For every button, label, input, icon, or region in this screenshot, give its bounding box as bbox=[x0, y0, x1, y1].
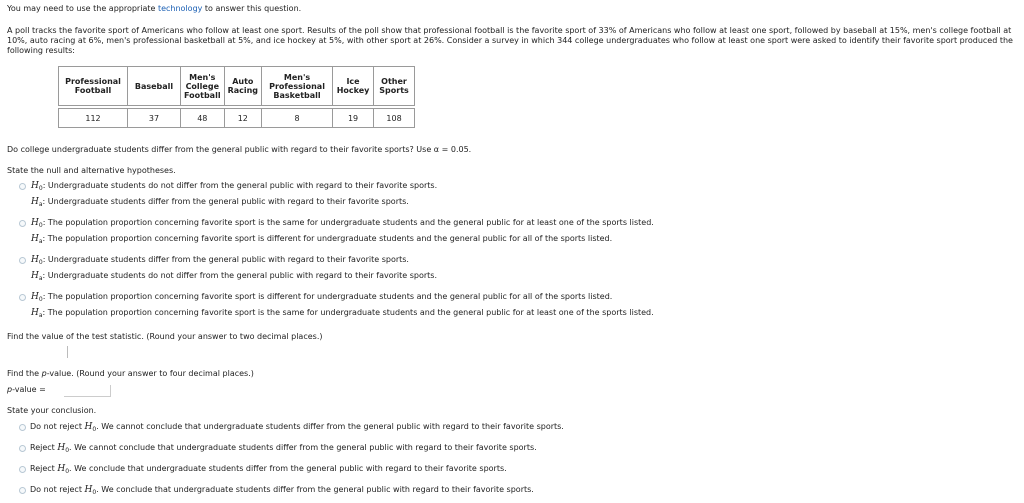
hypothesis-option-1-h0: $H_0$: Undergraduate students do not differ from the general public with regard to their favorite sports. bbox=[31, 181, 438, 192]
conclusion-prompt: State your conclusion. bbox=[7, 406, 97, 415]
table-header-row bbox=[59, 67, 415, 106]
hypothesis-option-2-radio[interactable] bbox=[19, 220, 26, 227]
hypothesis-option-4-ha: $H_a$: The population proportion concerning favorite sport is the same for undergraduate students and the general public for at least one of the sports listed. bbox=[31, 308, 654, 319]
table-header: Other Sports bbox=[374, 67, 415, 106]
conclusion-option-2-radio[interactable] bbox=[19, 445, 26, 452]
table-header: Professional Football bbox=[59, 67, 128, 106]
technology-link[interactable]: technology bbox=[157, 4, 203, 13]
table-cell: 48 bbox=[181, 109, 225, 128]
conclusion-option-2-text: Reject $H_0$. We cannot conclude that undergraduate students differ from the general public with regard to their favorite sports. bbox=[30, 443, 537, 454]
hypothesis-option-1-ha: $H_a$: Undergraduate students differ from the general public with regard to their favorite sports. bbox=[31, 197, 409, 208]
table-header: Baseball bbox=[128, 67, 181, 106]
conclusion-option-1-radio[interactable] bbox=[19, 424, 26, 431]
table-cell: 19 bbox=[333, 109, 374, 128]
table-header: Ice Hockey bbox=[333, 67, 374, 106]
table-cell: 12 bbox=[224, 109, 261, 128]
pvalue-prompt: Find the p-value. (Round your answer to four decimal places.) bbox=[7, 369, 254, 378]
intro-line bbox=[7, 4, 301, 14]
table-header: Men's College Football bbox=[181, 67, 225, 106]
conclusion-option-3-text: Reject $H_0$. We conclude that undergraduate students differ from the general public with regard to their favorite sports. bbox=[30, 464, 507, 475]
hypothesis-option-1-radio[interactable] bbox=[19, 183, 26, 190]
hypothesis-option-3-radio[interactable] bbox=[19, 257, 26, 264]
conclusion-option-3-radio[interactable] bbox=[19, 466, 26, 473]
intro-text: You may need to use the appropriate bbox=[7, 4, 158, 13]
problem-text: A poll tracks the favorite sport of Americans who follow at least one sport. Results of the poll show that professional football is the favorite sport of 33% of Americans who follow at least one sport, followed by baseball at 15%, men's college football at 10%, auto racing at 6%, men's professional basketball at 5%, and ice hockey at 5%, with other sport at 26%. Consider a survey in which 344 college undergraduates who follow at least one sport were asked to identify their favorite sport produced the following results: bbox=[7, 26, 1013, 55]
conclusion-option-4-radio[interactable] bbox=[19, 487, 26, 494]
hypothesis-option-3-ha: $H_a$: Undergraduate students do not differ from the general public with regard to their favorite sports. bbox=[31, 271, 437, 282]
hypothesis-option-2-ha: $H_a$: The population proportion concerning favorite sport is different for undergraduate students and the general public for all of the sports listed. bbox=[31, 234, 613, 245]
intro-text-end: to answer this question. bbox=[202, 4, 302, 13]
hypothesis-option-3-h0: $H_0$: Undergraduate students differ from the general public with regard to their favorite sports. bbox=[31, 255, 409, 266]
hypothesis-option-4-h0: $H_0$: The population proportion concerning favorite sport is different for undergraduate students and the general public for all of the sports listed. bbox=[31, 292, 613, 303]
table-header: Men's Professional Basketball bbox=[262, 67, 333, 106]
question-text: Do college undergraduate students differ from the general public with regard to their favorite sports? Use α = 0.05. bbox=[7, 145, 472, 154]
test-statistic-prompt: Find the value of the test statistic. (Round your answer to two decimal places.) bbox=[7, 332, 323, 341]
conclusion-option-1-text: Do not reject $H_0$. We cannot conclude that undergraduate students differ from the general public with regard to their favorite sports. bbox=[30, 422, 564, 433]
table-cell: 8 bbox=[262, 109, 333, 128]
conclusion-option-4-text: Do not reject $H_0$. We conclude that undergraduate students differ from the general public with regard to their favorite sports. bbox=[30, 485, 534, 496]
table-cell: 112 bbox=[59, 109, 128, 128]
sports-table bbox=[58, 66, 415, 128]
hypothesis-option-4-radio[interactable] bbox=[19, 294, 26, 301]
hypotheses-prompt: State the null and alternative hypotheses. bbox=[7, 166, 176, 175]
table-row bbox=[59, 109, 415, 128]
table-cell: 108 bbox=[374, 109, 415, 128]
hypothesis-option-2-h0: $H_0$: The population proportion concerning favorite sport is the same for undergraduate students and the general public for at least one of the sports listed. bbox=[31, 218, 654, 229]
pvalue-input[interactable] bbox=[64, 385, 111, 397]
table-header: Auto Racing bbox=[224, 67, 261, 106]
test-statistic-input[interactable] bbox=[67, 346, 112, 358]
table-cell: 37 bbox=[128, 109, 181, 128]
pvalue-label: p-value = bbox=[7, 385, 46, 394]
